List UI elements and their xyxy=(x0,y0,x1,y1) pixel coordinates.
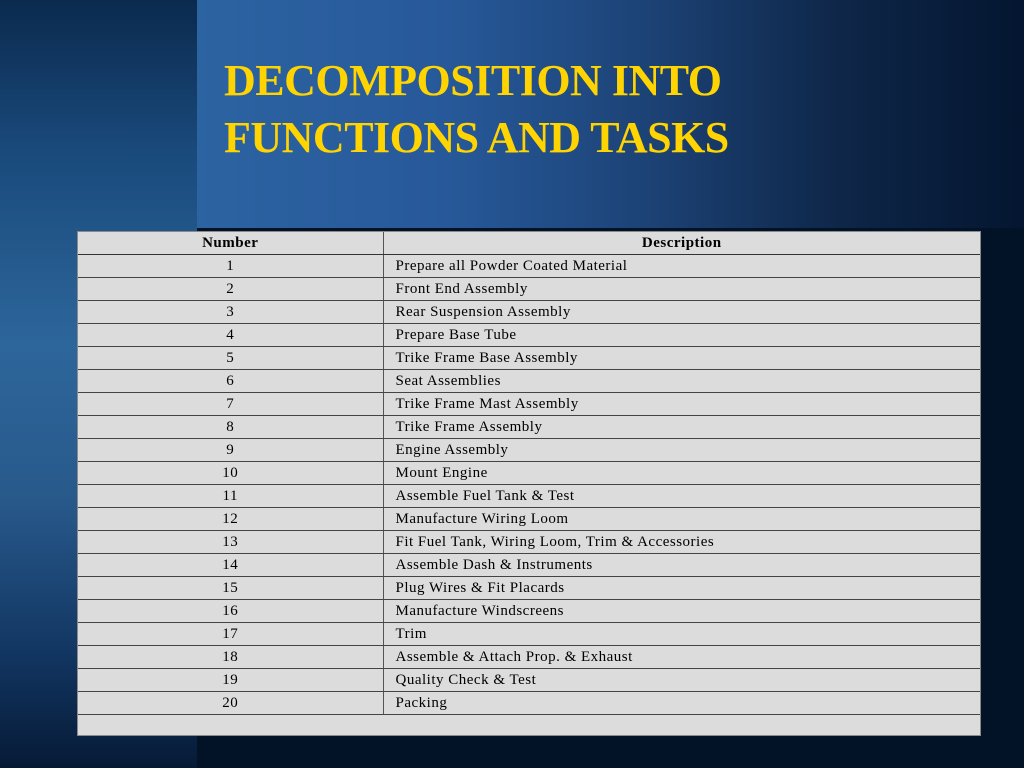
task-number-cell: 4 xyxy=(78,324,383,347)
table-row xyxy=(78,278,980,301)
task-description-cell: Quality Check & Test xyxy=(383,669,980,692)
task-number-cell: 15 xyxy=(78,577,383,600)
table-row xyxy=(78,301,980,324)
table-body xyxy=(78,255,980,715)
task-number-cell: 6 xyxy=(78,370,383,393)
task-description-cell: Trike Frame Base Assembly xyxy=(383,347,980,370)
task-description-cell: Mount Engine xyxy=(383,462,980,485)
table-row xyxy=(78,508,980,531)
task-table xyxy=(78,232,980,715)
slide-title xyxy=(224,52,729,166)
task-description-cell: Rear Suspension Assembly xyxy=(383,301,980,324)
table-row xyxy=(78,462,980,485)
table-row xyxy=(78,646,980,669)
task-number-cell: 9 xyxy=(78,439,383,462)
table-row xyxy=(78,531,980,554)
task-number-cell: 14 xyxy=(78,554,383,577)
table-row xyxy=(78,324,980,347)
slide-title-line-1: DECOMPOSITION INTO xyxy=(224,56,722,105)
task-description-cell: Plug Wires & Fit Placards xyxy=(383,577,980,600)
table-row xyxy=(78,692,980,715)
task-description-cell: Trike Frame Mast Assembly xyxy=(383,393,980,416)
column-header-number: Number xyxy=(78,232,383,255)
task-description-cell: Seat Assemblies xyxy=(383,370,980,393)
task-number-cell: 11 xyxy=(78,485,383,508)
task-description-cell: Prepare Base Tube xyxy=(383,324,980,347)
task-description-cell: Assemble Fuel Tank & Test xyxy=(383,485,980,508)
table-row xyxy=(78,370,980,393)
table-row xyxy=(78,416,980,439)
task-description-cell: Assemble & Attach Prop. & Exhaust xyxy=(383,646,980,669)
task-description-cell: Fit Fuel Tank, Wiring Loom, Trim & Accessories xyxy=(383,531,980,554)
task-description-cell: Packing xyxy=(383,692,980,715)
table-row xyxy=(78,669,980,692)
table-row xyxy=(78,623,980,646)
task-description-cell: Front End Assembly xyxy=(383,278,980,301)
column-header-description: Description xyxy=(383,232,980,255)
task-number-cell: 8 xyxy=(78,416,383,439)
table-row xyxy=(78,255,980,278)
task-number-cell: 12 xyxy=(78,508,383,531)
task-description-cell: Prepare all Powder Coated Material xyxy=(383,255,980,278)
task-description-cell: Manufacture Wiring Loom xyxy=(383,508,980,531)
task-number-cell: 19 xyxy=(78,669,383,692)
task-number-cell: 3 xyxy=(78,301,383,324)
task-description-cell: Engine Assembly xyxy=(383,439,980,462)
task-description-cell: Assemble Dash & Instruments xyxy=(383,554,980,577)
table-row xyxy=(78,600,980,623)
task-number-cell: 10 xyxy=(78,462,383,485)
task-description-cell: Manufacture Windscreens xyxy=(383,600,980,623)
table-row xyxy=(78,439,980,462)
table-row xyxy=(78,554,980,577)
table-row xyxy=(78,393,980,416)
table-row xyxy=(78,577,980,600)
task-table-container xyxy=(77,231,981,736)
table-row xyxy=(78,347,980,370)
task-number-cell: 13 xyxy=(78,531,383,554)
task-number-cell: 5 xyxy=(78,347,383,370)
task-number-cell: 7 xyxy=(78,393,383,416)
task-number-cell: 1 xyxy=(78,255,383,278)
table-header-row xyxy=(78,232,980,255)
task-number-cell: 18 xyxy=(78,646,383,669)
task-number-cell: 16 xyxy=(78,600,383,623)
task-number-cell: 2 xyxy=(78,278,383,301)
slide-title-line-2: FUNCTIONS AND TASKS xyxy=(224,113,729,162)
task-description-cell: Trike Frame Assembly xyxy=(383,416,980,439)
table-row xyxy=(78,485,980,508)
task-description-cell: Trim xyxy=(383,623,980,646)
task-number-cell: 20 xyxy=(78,692,383,715)
task-number-cell: 17 xyxy=(78,623,383,646)
